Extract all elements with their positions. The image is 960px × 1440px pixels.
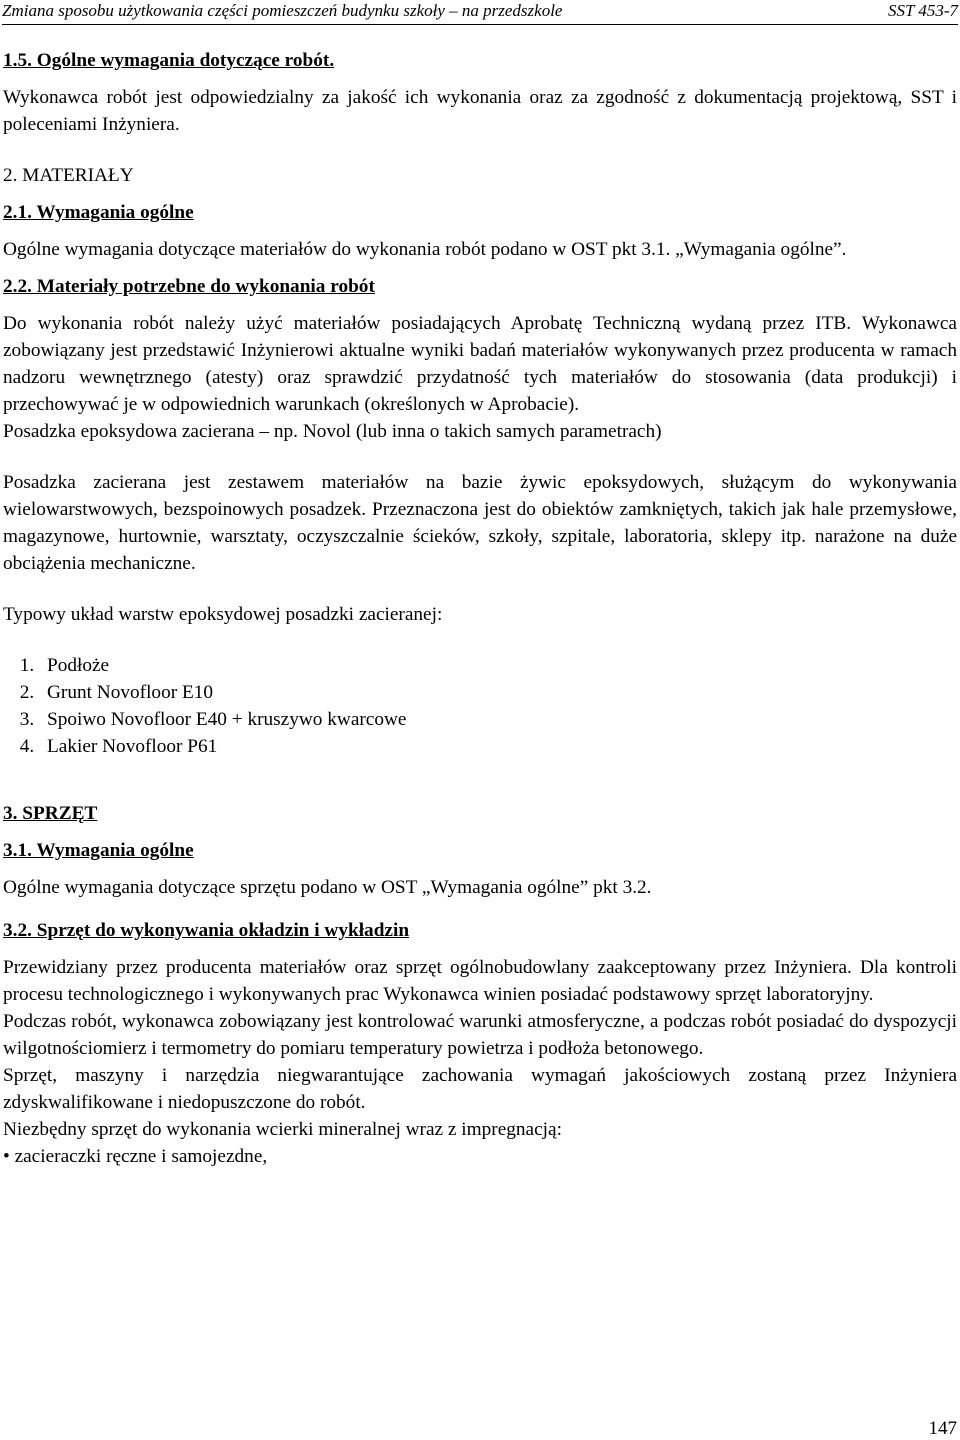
section-3-2-p4: Niezbędny sprzęt do wykonania wcierki mineralnej wraz z impregnacją: [3,1119,562,1140]
section-3-1-text: Ogólne wymagania dotyczące sprzętu podano w OST „Wymagania ogólne” pkt 3.2. [3,877,652,898]
product-description: Posadzka zacierana jest zestawem materiałów na bazie żywic epoksydowych, służącym do wykonywania wielowarstwowych, bezspoinowych posadzek. Przeznaczona jest do obiektów zamkniętych, takich jak hale przemysłowe, magazynowe, hurtownie, warsztaty, oczyszczalnie ścieków, szkoły, szpitale, laboratoria, sklepy itp. narażone na duże obciążenia mechaniczne. [3,472,957,574]
section-heading-2-1: 2.1. Wymagania ogólne [3,202,194,223]
section-3-2-p2: Podczas robót, wykonawca zobowiązany jest kontrolować warunki atmosferyczne, a podczas robót posiadać do dyspozycji wilgotnościomierz i termometry do pomiaru temperatury powietrza i podłoża betonowego. [3,1011,957,1059]
header-title: Zmiana sposobu użytkowania części pomieszczeń budynku szkoły – na przedszkole [2,1,563,20]
header-code: SST 453-7 [887,1,958,20]
page-number: 147 [928,1418,957,1439]
section-heading-2: 2. MATERIAŁY [3,165,134,186]
page-header [2,0,958,25]
layers-intro: Typowy układ warstw epoksydowej posadzki zacieranej: [3,604,443,625]
bullet-item: • zacieraczki ręczne i samojezdne, [3,1146,268,1167]
section-3-2-p1: Przewidziany przez producenta materiałów oraz sprzęt ogólnobudowlany zaakceptowany przez Inżyniera. Dla kontroli procesu technologicznego i wykonywanych prac Wykonawca winien posiadać podstawowy sprzęt laboratoryjny. [3,957,957,1005]
layers-list [3,652,957,760]
section-heading-3-1: 3.1. Wymagania ogólne [3,840,194,861]
list-item: 2. Grunt Novofloor E10 [39,679,957,706]
section-heading-3-2: 3.2. Sprzęt do wykonywania okładzin i wykładzin [3,920,410,941]
section-heading-2-2: 2.2. Materiały potrzebne do wykonania robót [3,276,375,297]
list-item: 1. Podłoże [39,652,957,679]
section-3-2-p3: Sprzęt, maszyny i narzędzia niegwarantujące zachowania wymagań jakościowych zostaną przez Inżyniera zdyskwalifikowane i niedopuszczone do robót. [3,1065,957,1113]
section-heading-1-5: 1.5. Ogólne wymagania dotyczące robót. [3,50,335,71]
section-heading-3: 3. SPRZĘT [3,803,98,824]
section-2-1-text: Ogólne wymagania dotyczące materiałów do wykonania robót podano w OST pkt 3.1. „Wymagania ogólne”. [3,239,847,260]
list-item: 3. Spoiwo Novofloor E40 + kruszywo kwarcowe [39,706,957,733]
section-2-2-text: Do wykonania robót należy użyć materiałów posiadających Aprobatę Techniczną wydaną przez ITB. Wykonawca zobowiązany jest przedstawić Inżynierowi aktualne wyniki badań materiałów wykonywanych przez producenta w ramach nadzoru wewnętrznego (atesty) oraz sprawdzić przydatność tych materiałów do stosowania (data produkcji) i przechowywać je w odpowiednich warunkach (określonych w Aprobacie). [3,313,957,415]
section-1-5-text: Wykonawca robót jest odpowiedzialny za jakość ich wykonania oraz za zgodność z dokumentacją projektową, SST i poleceniami Inżyniera. [3,87,957,135]
page-content [3,47,957,1170]
list-item: 4. Lakier Novofloor P61 [39,733,957,760]
product-line: Posadzka epoksydowa zacierana – np. Novol (lub inna o takich samych parametrach) [3,421,662,442]
